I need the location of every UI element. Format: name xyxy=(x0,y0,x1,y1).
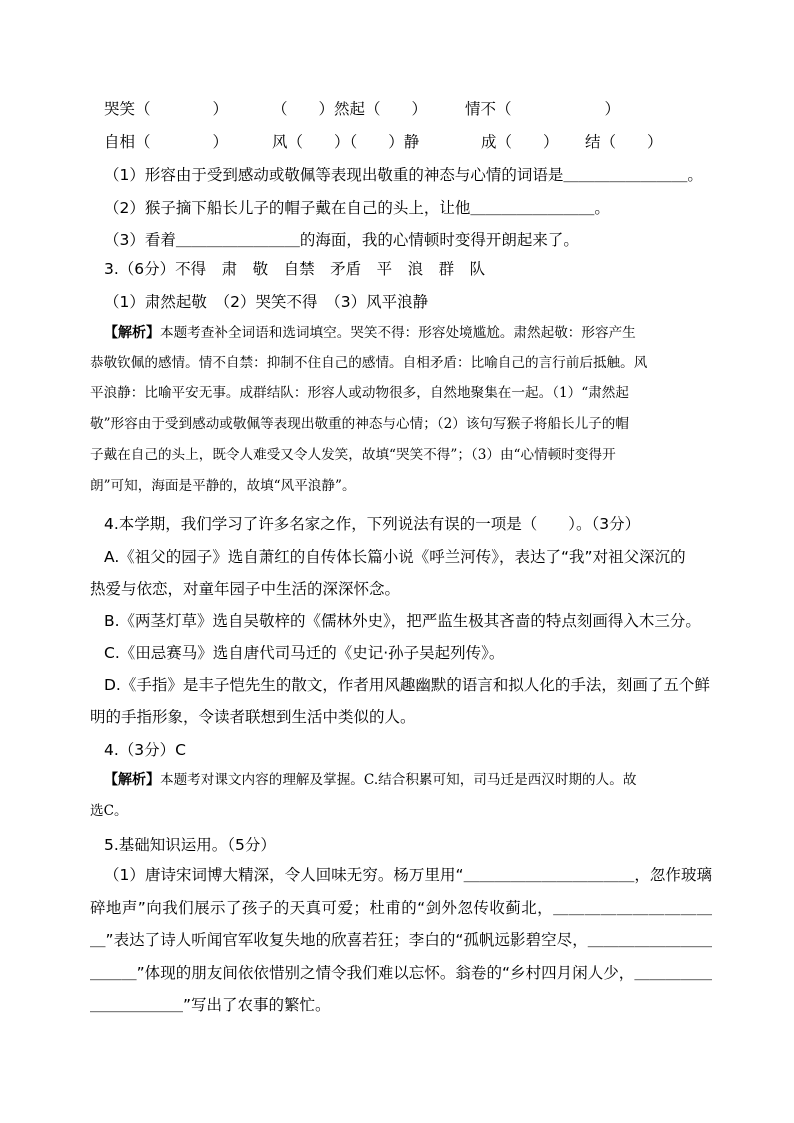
answer-3-items: （1）肃然起敬 （2）哭笑不得 （3）风平浪静 xyxy=(104,293,429,311)
analysis-3-line-2: 恭敬钦佩的感情。情不自禁：抑制不住自己的感情。自相矛盾：比喻自己的言行前后抵触。风 xyxy=(90,355,648,371)
fill-word-2: （ ）然起（ ） xyxy=(272,100,428,118)
option-b: B.《两茎灯草》选自吴敬梓的《儒林外史》，把严监生极其吝啬的特点刻画得入木三分。 xyxy=(104,612,701,630)
analysis-3-line-1: 【解析】本题考查补全词语和选词填空。哭笑不得：形容处境尴尬。肃然起敬：形容产生 xyxy=(104,325,636,341)
fill-word-1: 哭笑（ ） xyxy=(104,100,229,118)
analysis-3-line-3: 平浪静：比喻平安无事。成群结队：形容人或动物很多，自然地聚集在一起。（1）“肃然起 xyxy=(90,385,629,401)
analysis-label: 【解析】 xyxy=(104,772,160,788)
fill-word-4: 自相（ ） xyxy=(104,133,229,151)
sub-question-2: （2）猴子摘下船长儿子的帽子戴在自己的头上，让他＿＿＿＿＿＿＿＿。 xyxy=(104,199,610,217)
answer-3-head: 3.（6分）不得 肃 敬 自禁 矛盾 平 浪 群 队 xyxy=(104,260,486,278)
question-5-paragraph: （1）唐诗宋词博大精深，令人回味无穷。杨万里用“＿＿＿＿＿＿＿＿＿＿＿，忽作玻璃碎地声”向我们展示了孩子的天真可爱；杜甫的“剑外忽传收蓟北，＿＿＿＿＿＿＿＿＿＿＿”表达了诗人听闻官军收复失地的欣喜若狂；李白的“孤帆远影碧空尽，＿＿＿＿＿＿＿＿＿＿＿”体现的朋友间依依惜别之情令我们难以忘怀。翁卷的“乡村四月闲人少，＿＿＿＿＿＿＿＿＿＿＿”写出了农事的繁忙。 xyxy=(90,866,712,1014)
option-d-line-2: 明的手指形象，令读者联想到生活中类似的人。 xyxy=(90,708,416,726)
analysis-4-line-1: 【解析】本题考对课文内容的理解及掌握。C.结合积累可知，司马迁是西汉时期的人。故 xyxy=(104,772,637,788)
option-c: C.《田忌赛马》选自唐代司马迁的《史记·孙子吴起列传》。 xyxy=(104,644,505,662)
question-4-stem: 4.本学期，我们学习了许多名家之作，下列说法有误的一项是（ ）。（3分） xyxy=(104,515,641,533)
fill-word-6: 成（ ） xyxy=(481,133,559,151)
sub-question-3: （3）看着＿＿＿＿＿＿＿＿的海面，我的心情顿时变得开朗起来了。 xyxy=(104,231,579,249)
analysis-label: 【解析】 xyxy=(104,325,160,341)
sub-question-1: （1）形容由于受到感动或敬佩等表现出敬重的神态与心情的词语是＿＿＿＿＿＿＿＿。 xyxy=(104,166,703,184)
answer-4: 4.（3分）C xyxy=(104,741,186,759)
fill-word-7: 结（ ） xyxy=(585,133,663,151)
option-a-line-1: A.《祖父的园子》选自萧红的自传体长篇小说《呼兰河传》，表达了“我”对祖父深沉的 xyxy=(104,548,686,566)
option-a-line-2: 热爱与依恋，对童年园子中生活的深深怀念。 xyxy=(90,580,401,598)
analysis-4-line-2: 选C。 xyxy=(90,803,128,819)
fill-word-5: 风（ ）（ ）静 xyxy=(272,133,420,151)
question-5-stem: 5.基础知识运用。（5分） xyxy=(104,836,276,854)
analysis-3-line-6: 朗”可知，海面是平静的，故填“风平浪静”。 xyxy=(90,478,356,494)
analysis-3-line-4: 敬”形容由于受到感动或敬佩等表现出敬重的神态与心情；（2）该句写猴子将船长儿子的帽 xyxy=(90,416,629,432)
fill-word-3: 情不（ ） xyxy=(465,100,621,118)
analysis-3-line-5: 子戴在自己的头上，既令人难受又令人发笑，故填“哭笑不得”；（3）由“心情顿时变得开 xyxy=(90,447,616,463)
option-d-line-1: D.《手指》是丰子恺先生的散文，作者用风趣幽默的语言和拟人化的手法，刻画了五个鲜 xyxy=(104,676,710,694)
